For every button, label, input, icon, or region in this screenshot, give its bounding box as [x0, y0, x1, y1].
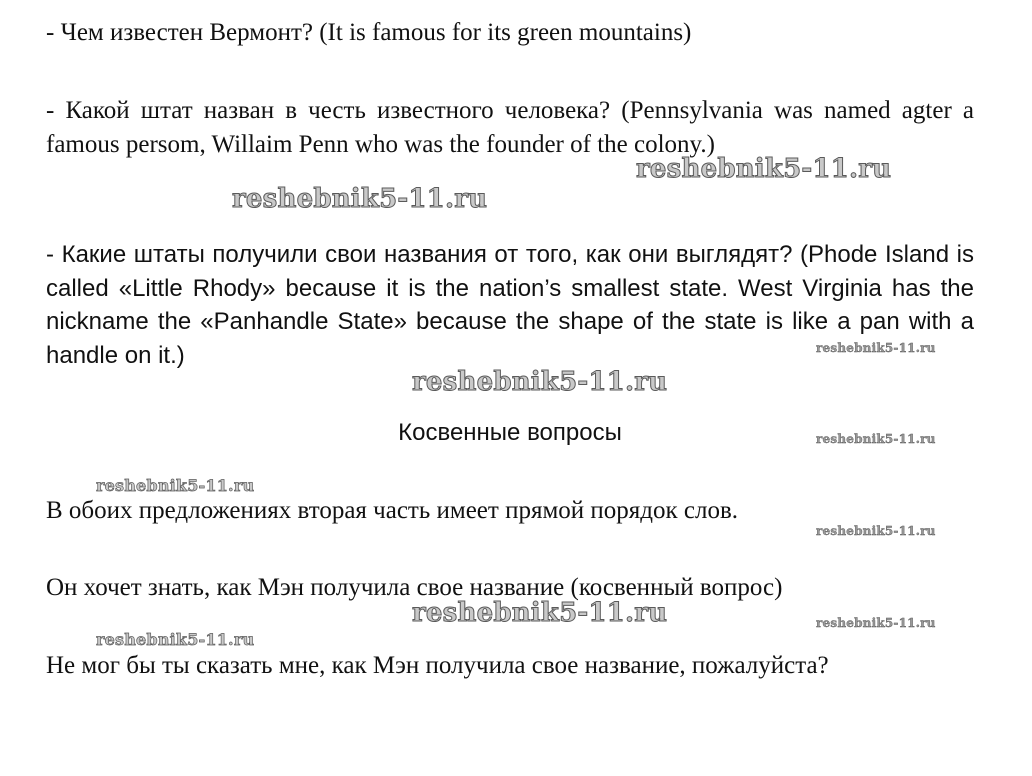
watermark: reshebnik5-11.ru: [412, 367, 668, 397]
paragraph-vermont: - Чем известен Вермонт? (It is famous for its green mountains): [46, 19, 692, 46]
watermark: reshebnik5-11.ru: [816, 616, 936, 630]
paragraph-pennsylvania: - Какой штат назван в честь известного человека? (Pennsylvania was named agter a famous persom, Willaim Penn who was the founder of the colony.): [46, 97, 974, 158]
watermark: reshebnik5-11.ru: [816, 341, 936, 355]
paragraph-states-shape: - Какие штаты получили свои названия от того, как они выглядят? (Phode Island is called «Little Rhody» because it is the nation’s smallest state. West Virginia has the nickname the «Panhandle State» because the shape of the state is like a pan with a handle on it.): [46, 241, 974, 369]
watermark: reshebnik5-11.ru: [636, 154, 892, 184]
watermark: reshebnik5-11.ru: [412, 598, 668, 628]
paragraph-indirect-question: Он хочет знать, как Мэн получила свое название (косвенный вопрос): [46, 574, 783, 601]
section-heading: Косвенные вопросы: [398, 419, 622, 446]
paragraph-polite-question: Не мог бы ты сказать мне, как Мэн получила свое название, пожалуйста?: [46, 652, 829, 679]
watermark: reshebnik5-11.ru: [96, 476, 255, 495]
watermark: reshebnik5-11.ru: [816, 432, 936, 446]
watermark: reshebnik5-11.ru: [96, 630, 255, 649]
watermark: reshebnik5-11.ru: [232, 184, 488, 214]
watermark: reshebnik5-11.ru: [816, 524, 936, 538]
paragraph-word-order: В обоих предложениях вторая часть имеет прямой порядок слов.: [46, 497, 739, 524]
